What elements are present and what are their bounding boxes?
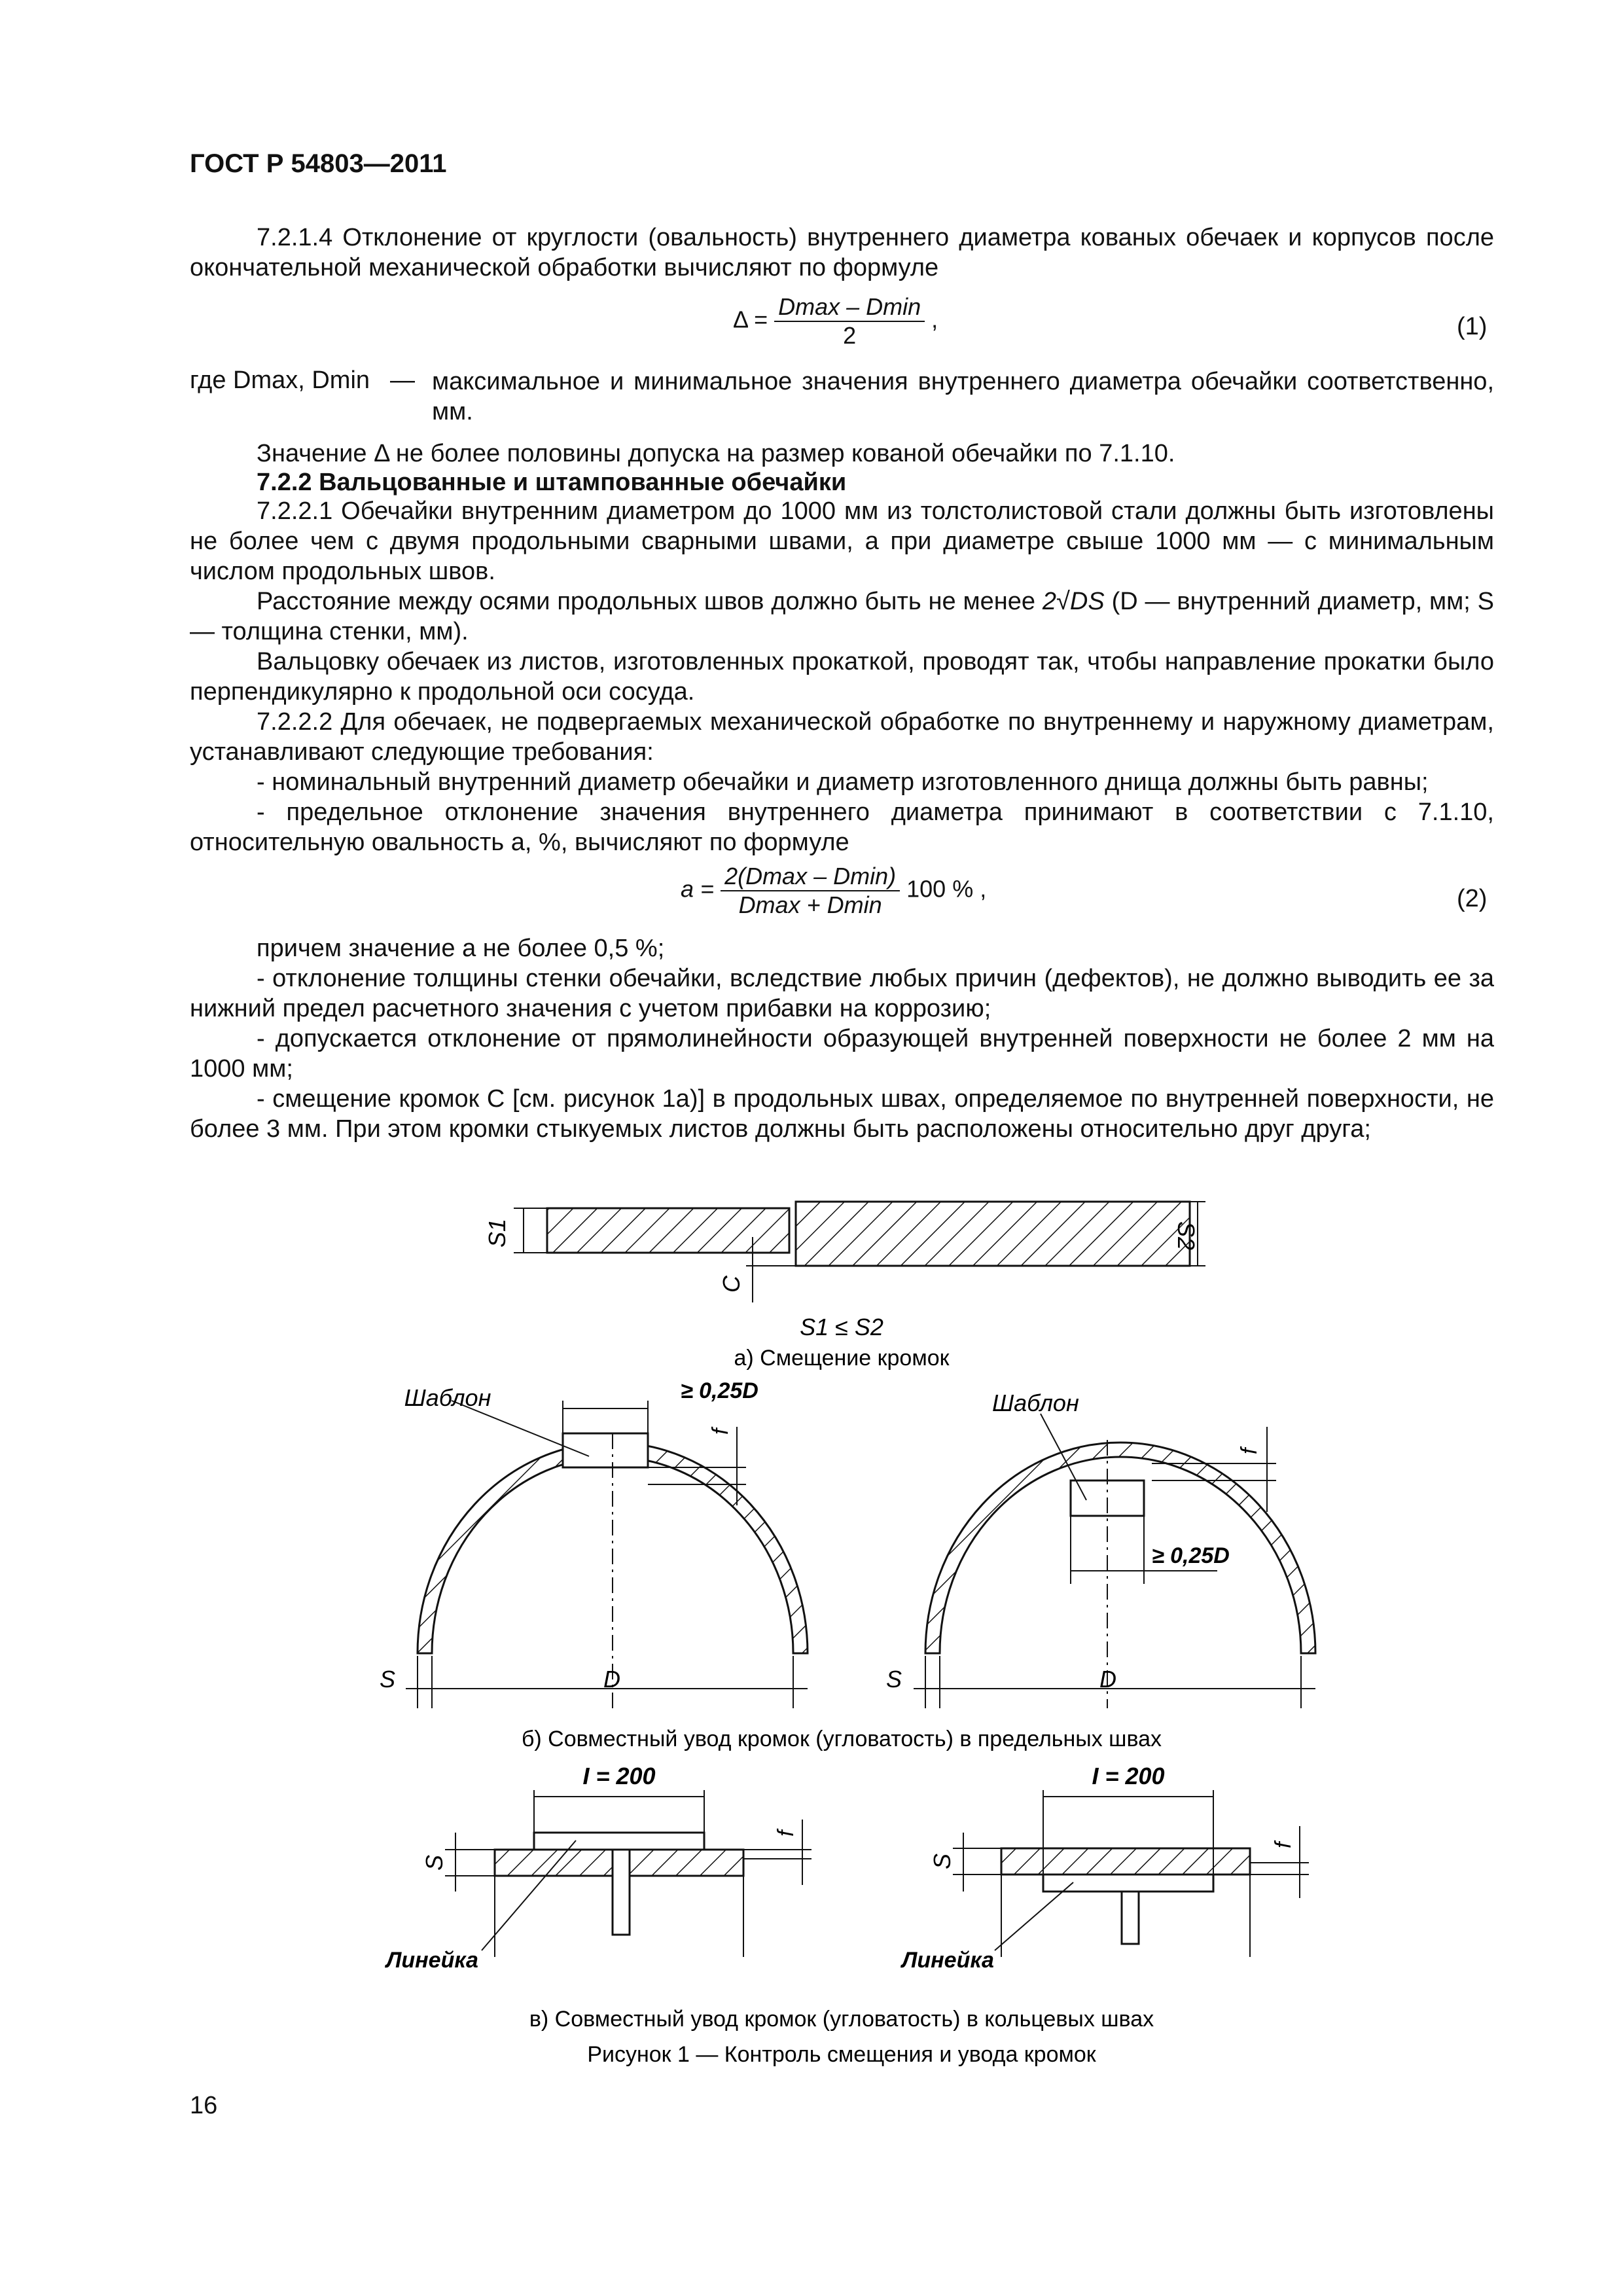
- requirement-diameter: - номинальный внутренний диаметр обечайки и диаметр изготовленного днища должны быть равны;: [257, 768, 1429, 796]
- paragraph-delta: Значение Δ не более половины допуска на размер кованой обечайки по 7.1.10.: [257, 440, 1175, 467]
- seam-distance-formula: 2√DS: [1042, 588, 1105, 615]
- where-dash: —: [390, 367, 415, 394]
- formula-2-denominator: Dmax + Dmin: [738, 891, 882, 918]
- seam-distance-text-b: (D — внутренний диаметр, мм; S — толщина стенки, мм).: [190, 588, 1495, 645]
- label-s-v-right: S: [929, 1853, 955, 1870]
- label-shablon-right: Шаблон: [992, 1390, 1079, 1416]
- figure-a-edge-offset: [514, 1202, 1205, 1302]
- document-header: ГОСТ Р 54803—2011: [190, 149, 447, 178]
- figure-b-left: [406, 1401, 808, 1708]
- figure-b-right: [914, 1414, 1315, 1708]
- label-s-left: S: [380, 1666, 396, 1693]
- label-c: C: [718, 1276, 745, 1293]
- requirement-ovality: - предельное отклонение значения внутреннего диаметра принимают в соответствии с 7.1.10, относительную овальность a, %, вычисляют по формуле: [190, 798, 1494, 856]
- formula-1-tail: ,: [931, 306, 938, 333]
- caption-a: а) Смещение кромок: [734, 1346, 950, 1371]
- label-shablon-left: Шаблон: [404, 1384, 491, 1411]
- label-s-right: S: [886, 1666, 902, 1693]
- paragraph-ovality-limit: причем значение a не более 0,5 %;: [257, 935, 665, 962]
- label-s-v-left: S: [421, 1854, 448, 1871]
- caption-v: в) Совместный увод кромок (угловатость) в кольцевых швах: [529, 2007, 1154, 2032]
- label-025d-left: ≥ 0,25D: [681, 1378, 758, 1403]
- label-f-right: f: [1237, 1448, 1262, 1454]
- label-f-left: f: [708, 1428, 733, 1435]
- formula-1-number: (1): [1457, 313, 1488, 340]
- label-f-v-right: f: [1271, 1842, 1296, 1848]
- formula-2-number: (2): [1457, 885, 1488, 912]
- label-lineyka-left: Линейка: [386, 1948, 478, 1973]
- caption-b: б) Совместный увод кромок (угловатость) в предельных швах: [521, 1727, 1162, 1751]
- label-s2: S2: [1173, 1221, 1200, 1251]
- relation-s1-s2: S1 ≤ S2: [800, 1314, 883, 1340]
- paragraph-7-2-1-4: 7.2.1.4 Отклонение от круглости (овальность) внутреннего диаметра кованых обечаек и корпусов после окончательной механической обработки вычисляют по формуле: [190, 224, 1494, 281]
- formula-2-tail: 100 % ,: [906, 875, 987, 903]
- formula-1-lhs: Δ =: [733, 306, 768, 333]
- label-025d-right: ≥ 0,25D: [1152, 1543, 1230, 1568]
- label-l200-left: I = 200: [582, 1763, 656, 1789]
- section-heading-7-2-2: 7.2.2 Вальцованные и штампованные обечайки: [257, 469, 847, 496]
- requirement-thickness: - отклонение толщины стенки обечайки, вследствие любых причин (дефектов), не должно выводить ее за нижний предел расчетного значения с учетом прибавки на коррозию;: [190, 965, 1494, 1022]
- paragraph-7-2-2-1: 7.2.2.1 Обечайки внутренним диаметром до 1000 мм из толстолистовой стали должны быть изготовлены не более чем с двумя продольными сварными швами, а при диаметре свыше 1000 мм — с минимальным числом продольных швов.: [190, 497, 1494, 585]
- paragraph-rolling: Вальцовку обечаек из листов, изготовленных прокаткой, проводят так, чтобы направление прокатки было перпендикулярно к продольной оси сосуда.: [190, 648, 1494, 706]
- figure-v-left: [445, 1790, 812, 1957]
- requirement-edge-offset: - смещение кромок С [см. рисунок 1а)] в продольных швах, определяемое по внутренней поверхности, не более 3 мм. При этом кромки стыкуемых листов должны быть расположены относительно друг друга;: [190, 1085, 1494, 1143]
- formula-1-numerator: Dmax – Dmin: [774, 293, 925, 322]
- page-number: 16: [190, 2092, 218, 2119]
- formula-1-denominator: 2: [843, 322, 857, 349]
- formula-2-lhs: a =: [681, 875, 715, 903]
- figure-v-right: [953, 1790, 1309, 1957]
- label-s1: S1: [484, 1218, 510, 1248]
- formula-2-numerator: 2(Dmax – Dmin): [721, 863, 900, 891]
- label-d-right: D: [1099, 1666, 1116, 1693]
- label-lineyka-right: Линейка: [902, 1948, 994, 1973]
- requirement-straightness: - допускается отклонение от прямолинейности образующей внутренней поверхности не более 2 мм на 1000 мм;: [190, 1025, 1494, 1083]
- label-l200-right: I = 200: [1092, 1763, 1165, 1789]
- label-f-v-left: f: [774, 1830, 798, 1837]
- label-d-left: D: [603, 1666, 620, 1693]
- seam-distance-text-a: Расстояние между осями продольных швов должно быть не менее: [257, 588, 1036, 615]
- where-label: где Dmax, Dmin: [190, 367, 370, 394]
- figure-title: Рисунок 1 — Контроль смещения и увода кромок: [587, 2042, 1096, 2067]
- paragraph-7-2-2-2: 7.2.2.2 Для обечаек, не подвергаемых механической обработке по внутреннему и наружному диаметрам, устанавливают следующие требования:: [190, 708, 1494, 766]
- where-text: максимальное и минимальное значения внутреннего диаметра обечайки соответственно, мм.: [432, 368, 1494, 425]
